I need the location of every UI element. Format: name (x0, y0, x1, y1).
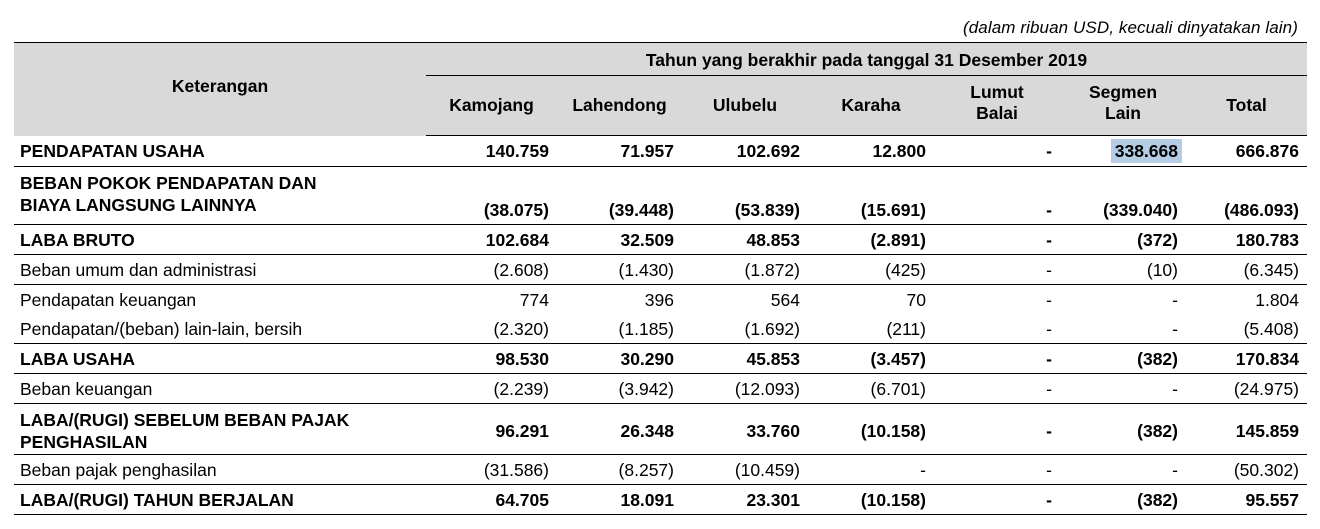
value-cell (682, 225, 808, 255)
cell-value: (2.891) (870, 229, 926, 250)
value-cell (682, 255, 808, 285)
value-cell (557, 285, 682, 315)
cell-value: (2.608) (493, 259, 549, 280)
cell-value: (382) (1137, 348, 1178, 369)
row-label (14, 167, 426, 225)
value-cell (1060, 404, 1186, 455)
cell-value: 1.804 (1255, 289, 1300, 310)
table-row (14, 455, 1307, 485)
cell-value: (12.093) (734, 378, 800, 399)
value-cell (682, 314, 808, 344)
cell-value: (486.093) (1224, 200, 1300, 220)
column-header-text: Lahendong (572, 95, 667, 115)
value-cell (1186, 374, 1307, 404)
value-cell (808, 167, 934, 225)
cell-value: (6.701) (870, 378, 926, 399)
cell-value: 26.348 (620, 420, 674, 441)
value-cell (426, 225, 557, 255)
cell-value: (382) (1137, 420, 1178, 441)
value-cell (557, 136, 682, 167)
cell-value: 12.800 (872, 141, 926, 161)
cell-value: 102.684 (485, 229, 549, 250)
value-cell (808, 314, 934, 344)
value-cell (426, 404, 557, 455)
value-cell (1186, 314, 1307, 344)
cell-value: (3.942) (618, 378, 674, 399)
cell-value: 45.853 (746, 348, 800, 369)
cell-value: 140.759 (485, 141, 549, 161)
cell-value: (3.457) (870, 348, 926, 369)
label-column-header: Keterangan (14, 43, 426, 136)
cell-value: (31.586) (483, 459, 549, 480)
column-header-text: Total (1226, 95, 1267, 115)
cell-value: - (1172, 289, 1178, 310)
value-cell (682, 455, 808, 485)
cell-value: 98.530 (495, 348, 549, 369)
cell-value: (39.448) (608, 200, 674, 220)
value-cell (426, 485, 557, 515)
value-cell (1060, 455, 1186, 485)
period-header: Tahun yang berakhir pada tanggal 31 Desember 2019 (426, 43, 1307, 76)
row-label-text: Beban umum dan administrasi (20, 259, 257, 280)
column-header (1060, 76, 1186, 136)
table-row (14, 285, 1307, 315)
value-cell (808, 285, 934, 315)
row-label (14, 255, 426, 285)
cell-value: 170.834 (1235, 348, 1300, 369)
cell-value: 30.290 (620, 348, 674, 369)
row-label-text: Pendapatan/(beban) lain-lain, bersih (20, 318, 303, 339)
value-cell (682, 344, 808, 374)
column-header-text: Balai (976, 103, 1018, 123)
value-cell (1186, 344, 1307, 374)
value-cell (808, 374, 934, 404)
cell-value: 102.692 (736, 141, 800, 161)
value-cell (934, 314, 1060, 344)
value-cell (682, 485, 808, 515)
value-cell (1186, 455, 1307, 485)
value-cell (1186, 285, 1307, 315)
column-header-text: Lumut (970, 82, 1024, 102)
table-row (14, 485, 1307, 515)
cell-value: 564 (770, 289, 800, 310)
value-cell (1186, 404, 1307, 455)
table-row (14, 136, 1307, 167)
value-cell (1186, 255, 1307, 285)
financial-table (14, 42, 1307, 515)
value-cell (557, 374, 682, 404)
value-cell (557, 455, 682, 485)
cell-value: - (1046, 348, 1052, 369)
cell-value: (1.872) (744, 259, 800, 280)
cell-value: - (920, 459, 926, 480)
value-cell (557, 225, 682, 255)
cell-value: (8.257) (618, 459, 674, 480)
value-cell (808, 255, 934, 285)
cell-value: (5.408) (1243, 318, 1300, 339)
cell-value: - (1172, 459, 1178, 480)
row-label-text: PENGHASILAN (20, 431, 148, 452)
row-label (14, 404, 426, 455)
cell-value: - (1046, 229, 1052, 250)
cell-value: (10.158) (860, 420, 926, 441)
cell-value: 64.705 (495, 489, 549, 510)
cell-value: (10.158) (860, 489, 926, 510)
value-cell (934, 344, 1060, 374)
table-row (14, 374, 1307, 404)
value-cell (934, 225, 1060, 255)
value-cell (426, 285, 557, 315)
cell-value: - (1046, 420, 1052, 441)
cell-value: - (1046, 459, 1052, 480)
table-row (14, 404, 1307, 455)
value-cell (682, 167, 808, 225)
table-row (14, 314, 1307, 344)
row-label (14, 225, 426, 255)
value-cell (934, 167, 1060, 225)
value-cell (557, 404, 682, 455)
column-header-text: Karaha (841, 95, 901, 115)
cell-value: (1.430) (618, 259, 674, 280)
cell-value: (24.975) (1233, 378, 1300, 399)
cell-value: (339.040) (1103, 200, 1178, 220)
row-label-text: LABA/(RUGI) SEBELUM BEBAN PAJAK (20, 409, 350, 430)
cell-value: - (1046, 289, 1052, 310)
value-cell (1186, 485, 1307, 515)
value-cell (682, 404, 808, 455)
cell-value: (10.459) (734, 459, 800, 480)
value-cell (557, 485, 682, 515)
cell-value: (425) (885, 259, 926, 280)
table-header (14, 43, 1307, 136)
value-cell (1060, 314, 1186, 344)
cell-value: 96.291 (495, 420, 549, 441)
cell-value: (10) (1146, 259, 1178, 280)
value-cell (934, 485, 1060, 515)
row-label-text: BIAYA LANGSUNG LAINNYA (20, 195, 257, 215)
value-cell (682, 374, 808, 404)
cell-value: (2.239) (493, 378, 549, 399)
cell-value: (211) (886, 318, 926, 339)
value-cell (426, 374, 557, 404)
row-label (14, 455, 426, 485)
value-cell (682, 136, 808, 167)
cell-value: (382) (1137, 489, 1178, 510)
cell-value: - (1046, 141, 1052, 161)
value-cell (808, 344, 934, 374)
value-cell (934, 255, 1060, 285)
table-row (14, 225, 1307, 255)
value-cell (1060, 255, 1186, 285)
cell-value: (2.320) (493, 318, 549, 339)
cell-value: 33.760 (746, 420, 800, 441)
cell-value: 666.876 (1235, 141, 1300, 161)
value-cell (682, 285, 808, 315)
row-label (14, 314, 426, 344)
column-header-text: Lain (1105, 103, 1141, 123)
cell-value: (1.692) (744, 318, 800, 339)
value-cell (1060, 285, 1186, 315)
value-cell (934, 136, 1060, 167)
value-cell (426, 314, 557, 344)
cell-value: (38.075) (483, 200, 549, 220)
cell-value: 180.783 (1235, 229, 1300, 250)
value-cell (1060, 225, 1186, 255)
value-cell (557, 255, 682, 285)
value-cell (1186, 136, 1307, 167)
cell-value: 70 (906, 289, 926, 310)
value-cell (1060, 485, 1186, 515)
cell-value: - (1046, 378, 1052, 399)
value-cell (1060, 344, 1186, 374)
row-label-text: Beban keuangan (20, 378, 153, 399)
value-cell (808, 225, 934, 255)
value-cell (808, 485, 934, 515)
row-label-text: Beban pajak penghasilan (20, 459, 217, 480)
value-cell (426, 344, 557, 374)
value-cell (808, 136, 934, 167)
cell-value: 48.853 (746, 229, 800, 250)
row-label (14, 285, 426, 315)
value-cell (934, 455, 1060, 485)
cell-value: 95.557 (1245, 489, 1300, 510)
value-cell (557, 167, 682, 225)
cell-value: 71.957 (620, 141, 674, 161)
value-cell (557, 314, 682, 344)
value-cell (557, 344, 682, 374)
cell-value: 774 (519, 289, 549, 310)
cell-value: (372) (1137, 229, 1178, 250)
cell-value: (53.839) (734, 200, 800, 220)
value-cell (1186, 225, 1307, 255)
cell-value: (15.691) (860, 200, 926, 220)
cell-value: - (1172, 378, 1178, 399)
table-row (14, 167, 1307, 225)
value-cell (426, 255, 557, 285)
value-cell (1060, 167, 1186, 225)
row-label (14, 485, 426, 515)
value-cell (808, 455, 934, 485)
row-label-text: LABA/(RUGI) TAHUN BERJALAN (20, 489, 294, 510)
table-row (14, 255, 1307, 285)
value-cell (1060, 374, 1186, 404)
cell-value: 23.301 (746, 489, 800, 510)
row-label (14, 136, 426, 167)
table-row (14, 344, 1307, 374)
row-label (14, 374, 426, 404)
column-header (682, 76, 808, 136)
value-cell (1186, 167, 1307, 225)
row-label-text: Pendapatan keuangan (20, 289, 197, 310)
unit-note: (dalam ribuan USD, kecuali dinyatakan lain) (962, 18, 1298, 37)
cell-value: (1.185) (618, 318, 674, 339)
column-header (1186, 76, 1307, 136)
cell-value: 32.509 (620, 229, 674, 250)
value-cell (426, 136, 557, 167)
value-cell (934, 374, 1060, 404)
cell-value: (6.345) (1243, 259, 1300, 280)
table-body (14, 136, 1307, 515)
row-label-text: PENDAPATAN USAHA (20, 140, 205, 161)
cell-value: - (1046, 259, 1052, 280)
column-header (557, 76, 682, 136)
cell-value: 396 (644, 289, 674, 310)
column-header (808, 76, 934, 136)
row-label-text: LABA BRUTO (20, 229, 135, 250)
cell-value: - (1046, 318, 1052, 339)
column-header (426, 76, 557, 136)
row-label (14, 344, 426, 374)
highlighted-value: 338.668 (1111, 139, 1182, 163)
column-header-text: Kamojang (449, 95, 534, 115)
cell-value: 145.859 (1235, 420, 1300, 441)
row-label-text: LABA USAHA (20, 348, 136, 369)
column-header (934, 76, 1060, 136)
cell-value: - (1046, 489, 1052, 510)
column-header-text: Segmen (1088, 82, 1158, 102)
column-header-text: Ulubelu (712, 95, 778, 115)
row-label-text: BEBAN POKOK PENDAPATAN DAN (20, 173, 317, 193)
value-cell (934, 404, 1060, 455)
cell-value: - (1172, 318, 1178, 339)
value-cell (426, 455, 557, 485)
cell-value: - (1046, 200, 1052, 220)
cell-value: 18.091 (620, 489, 674, 510)
value-cell (808, 404, 934, 455)
cell-value: (50.302) (1233, 459, 1300, 480)
value-cell (934, 285, 1060, 315)
value-cell (1060, 136, 1186, 167)
value-cell (426, 167, 557, 225)
